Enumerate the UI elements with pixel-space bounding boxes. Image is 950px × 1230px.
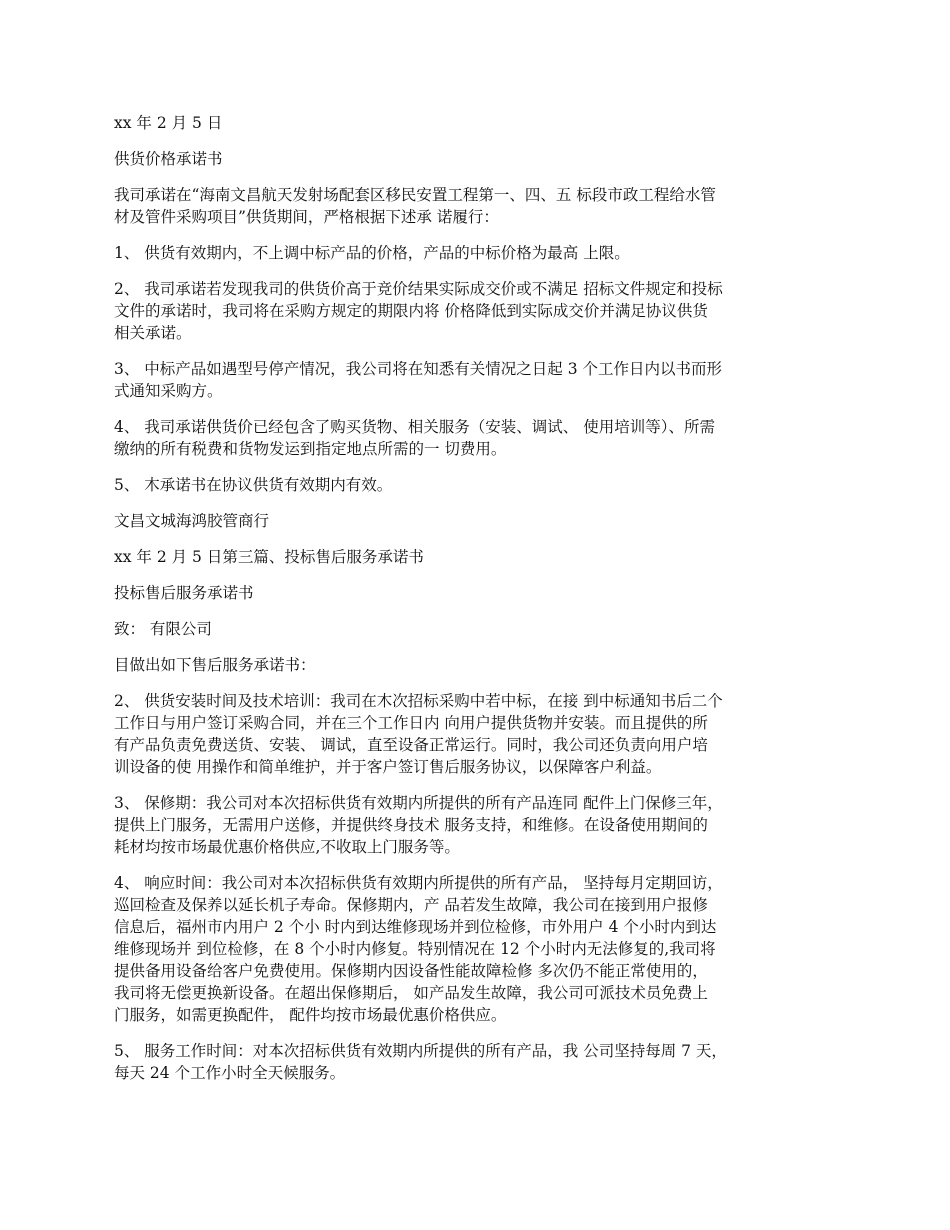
price-commitment-title: 供货价格承诺书	[114, 150, 223, 168]
date-and-section-title: xx 年 2 月 5 日第三篇、投标售后服务承诺书	[114, 548, 424, 566]
service-intro: 目做出如下售后服务承诺书：	[114, 656, 316, 674]
commitment-intro: 我司承诺在“海南文昌航天发射场配套区移民安置工程第一、四、五 标段市政工程给水管 材及管件采购项目”供货期间，严格根据下述承 诺履行：	[114, 186, 716, 226]
service-item-3: 3、 保修期：我公司对本次招标供货有效期内所提供的所有产品连同 配件上门保修三年， 提供上门服务，无需用户送修，并提供终身技术 服务支持，和维修。在设备使用期间的 耗材均按市场最优惠价格供应,不收取上门服务等。	[114, 794, 723, 856]
service-commitment-title: 投标售后服务承诺书	[114, 584, 254, 602]
commitment-item-2: 2、 我司承诺若发现我司的供货价高于竞价结果实际成交价或不满足 招标文件规定和投标 文件的承诺时，我司将在采购方规定的期限内将 价格降低到实际成交价并满足协议供货 相关承诺。	[114, 280, 723, 342]
service-item-5: 5、 服务工作时间：对本次招标供货有效期内所提供的所有产品，我 公司坚持每周 7 天， 每天 24 个工作小时全天候服务。	[114, 1042, 727, 1082]
commitment-item-4: 4、 我司承诺供货价已经包含了购买货物、相关服务（安装、调试、 使用培训等）、所需 缴纳的所有税费和货物发运到指定地点所需的一 切费用。	[114, 418, 715, 458]
commitment-item-1: 1、 供货有效期内，不上调中标产品的价格，产品的中标价格为最高 上限。	[114, 244, 630, 262]
commitment-item-5: 5、 木承诺书在协议供货有效期内有效。	[114, 476, 393, 494]
addressee-line: 致： 有限公司	[114, 620, 212, 638]
service-item-4: 4、 响应时间：我公司对本次招标供货有效期内所提供的所有产品， 坚持每月定期回访， 巡回检查及保养以延长机子寿命。保修期内，产 品若发生故障，我公司在接到用户报修 信息后，福州市内用户 2 个小 时内到达维修现场并到位检修，市外用户 4 个小时内到达 维修现场并 到位检修，在 8 个小时内修复。特别情况在 12 个小时内无法修复的,我司将 提供备用设备给客户免费使用。保修期内因设备性能故障检修 多次仍不能正常使用的， 我司将无偿更换新设备。在超出保修期后， 如产品发生故障，我公司可派技术员免费上 门服务，如需更换配件， 配件均按市场最优惠价格供应。	[114, 874, 723, 1024]
document-page	[114, 112, 842, 1098]
date-line: xx 年 2 月 5 日	[114, 114, 223, 132]
commitment-item-3: 3、 中标产品如遇型号停产情况，我公司将在知悉有关情况之日起 3 个工作日内以书而形 式通知采购方。	[114, 360, 723, 400]
service-item-2: 2、 供货安装时间及技术培训：我司在木次招标采购中若中标，在接 到中标通知书后二个 工作日与用户签订采购合同，并在三个工作日内 向用户提供货物并安装。而且提供的所 有产品负责免费送货、安装、 调试，直至设备正常运行。同时，我公司还负责向用户培 训设备的使 用操作和简单维护，并于客户签订售后服务协议，以保障客户利益。	[114, 692, 723, 776]
company-signature: 文昌文城海鸿胶管商行	[114, 512, 270, 530]
